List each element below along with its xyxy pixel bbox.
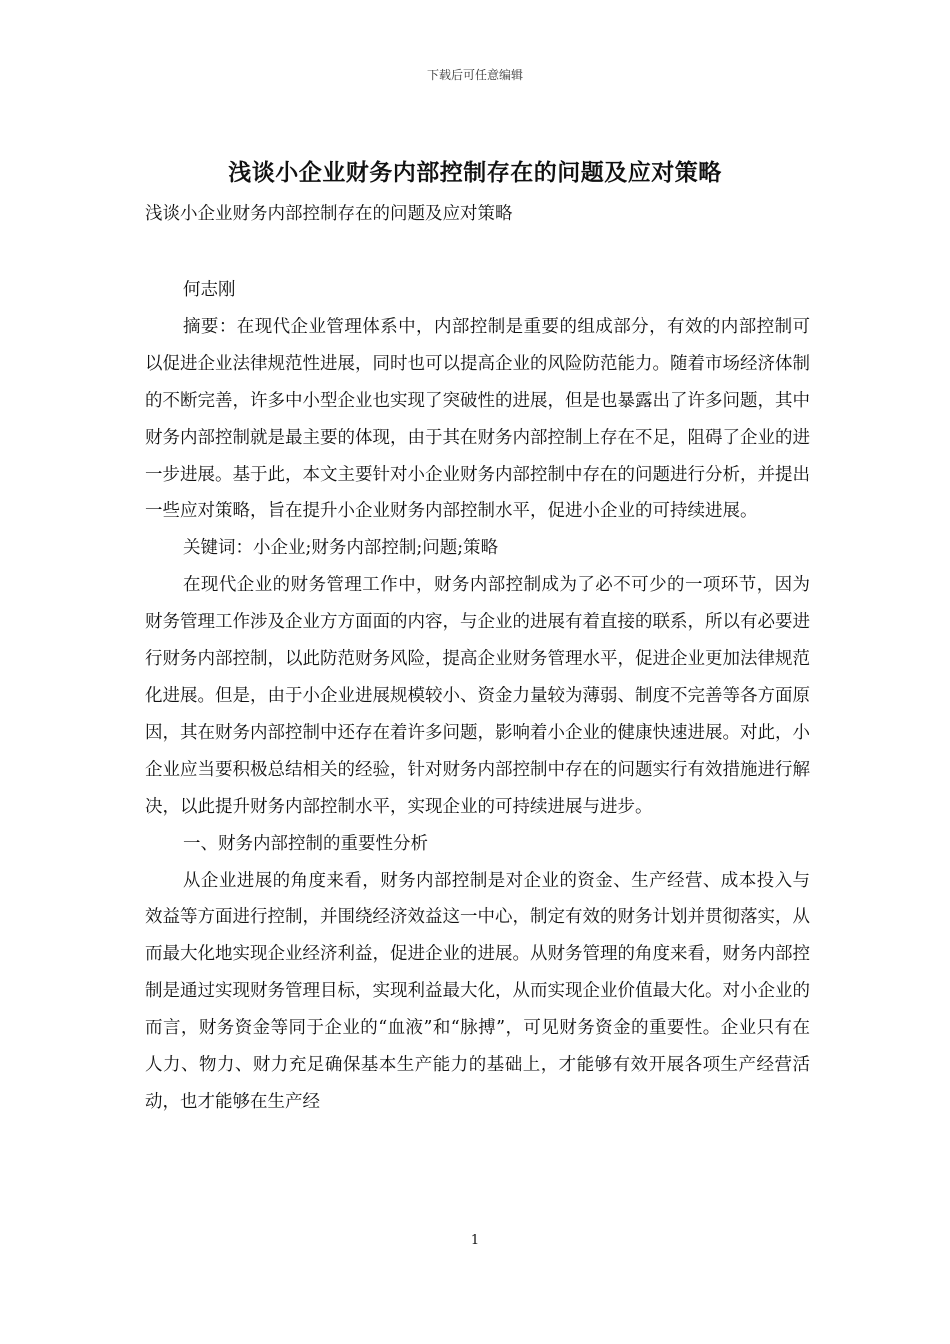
header-note: 下载后可任意编辑 bbox=[426, 68, 523, 82]
intro-paragraph: 在现代企业的财务管理工作中，财务内部控制成为了必不可少的一项环节，因为财务管理工作涉及企业方方面面的内容，与企业的进展有着直接的联系，所以有必要进行财务内部控制，以此防范财务风险，提高企业财务管理水平，促进企业更加法律规范化进展。但是，由于小企业进展规模较小、资金力量较为薄弱、制度不完善等各方面原因，其在财务内部控制中还存在着许多问题，影响着小企业的健康快速进展。对此，小企业应当要积极总结相关的经验，针对财务内部控制中存在的问题实行有效措施进行解决，以此提升财务内部控制水平，实现企业的可持续进展与进步。 bbox=[145, 575, 810, 817]
page-number: 1 bbox=[470, 1233, 480, 1248]
document-title: 浅谈小企业财务内部控制存在的问题及应对策略 bbox=[228, 159, 722, 186]
keywords-paragraph: 关键词：小企业;财务内部控制;问题;策略 bbox=[183, 538, 499, 559]
section-paragraph: 从企业进展的角度来看，财务内部控制是对企业的资金、生产经营、成本投入与效益等方面进行控制，并围绕经济效益这一中心，制定有效的财务计划并贯彻落实，从而最大化地实现企业经济利益，促进企业的进展。从财务管理的角度来看，财务内部控制是通过实现财务管理目标，实现利益最大化，从而实现企业价值最大化。对小企业的而言，财务资金等同于企业的“血液”和“脉搏”，可见财务资金的重要性。企业只有在人力、物力、财力充足确保基本生产能力的基础上，才能够有效开展各项生产经营活动，也才能够在生产经 bbox=[145, 870, 810, 1112]
document-body bbox=[145, 272, 810, 1121]
section-heading: 一、财务内部控制的重要性分析 bbox=[183, 833, 428, 854]
author-line: 何志刚 bbox=[183, 280, 236, 300]
document-subtitle: 浅谈小企业财务内部控制存在的问题及应对策略 bbox=[145, 204, 513, 224]
abstract-paragraph: 摘要：在现代企业管理体系中，内部控制是重要的组成部分，有效的内部控制可以促进企业法律规范性进展，同时也可以提高企业的风险防范能力。随着市场经济体制的不断完善，许多中小型企业也实现了突破性的进展，但是也暴露出了许多问题，其中财务内部控制就是最主要的体现，由于其在财务内部控制上存在不足，阻碍了企业的进一步进展。基于此，本文主要针对小企业财务内部控制中存在的问题进行分析，并提出一些应对策略，旨在提升小企业财务内部控制水平，促进小企业的可持续进展。 bbox=[145, 316, 810, 522]
